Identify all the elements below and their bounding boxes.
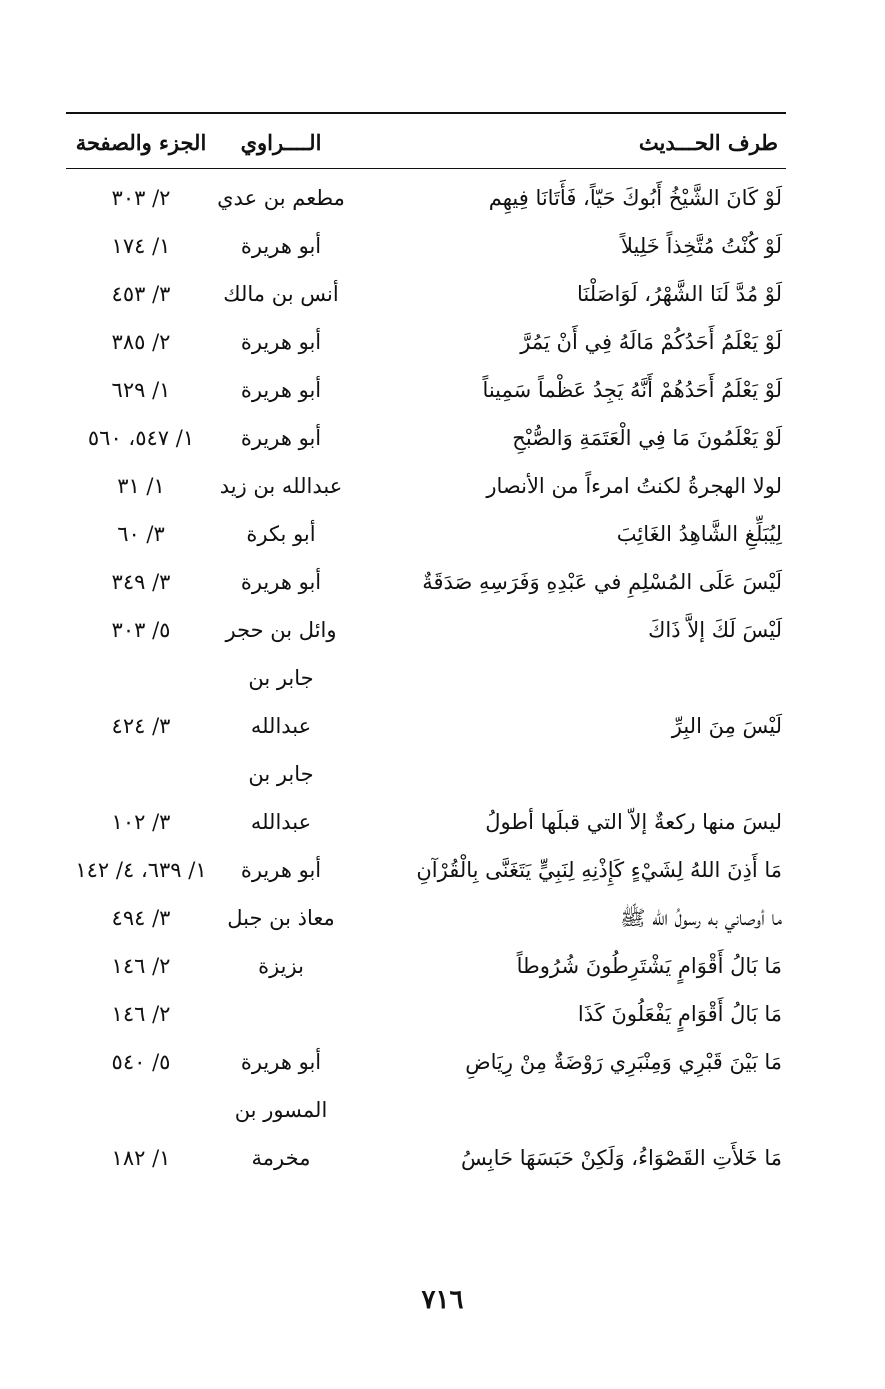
volume-page-ref: ٢/ ١٤٦ <box>111 1002 171 1026</box>
table-row <box>66 990 786 1038</box>
narrator-name: بزيزة <box>258 954 304 978</box>
hadith-text: لَوْ كَانَ الشَّيْخُ أَبُوكَ حَيّاً، فَأَتَانَا فِيهِم <box>488 186 782 210</box>
hadith-text: لَوْ مُدَّ لَنَا الشَّهْرُ، لَوَاصَلْنَا <box>577 282 782 306</box>
volume-page-ref: ٣/ ٦٠ <box>117 522 165 546</box>
hadith-text: لَوْ يَعْلَمُونَ مَا فِي الْعَتَمَةِ وَالصُّبْحِ <box>512 426 782 450</box>
table-row <box>66 510 786 558</box>
hadith-text: لَوْ يَعْلَمُ أَحَدُهُمْ أَنَّهُ يَجِدُ عَظْماً سَمِيناً <box>482 378 782 402</box>
page-number: ٧١٦ <box>421 1285 464 1315</box>
narrator-name: المسور بن مخرمة <box>234 1098 328 1170</box>
volume-page-ref: ٣/ ١٠٢ <box>111 810 171 834</box>
narrator-name: مطعم بن عدي <box>217 186 345 210</box>
table-row <box>66 606 786 654</box>
table-top-rule <box>66 112 786 114</box>
narrator-name: أبو هريرة <box>240 426 322 450</box>
volume-page-ref: ٥/ ٣٠٣ <box>111 618 171 642</box>
table-row <box>66 894 786 942</box>
narrator-name: أبو هريرة <box>240 330 322 354</box>
table-header <box>66 122 786 162</box>
volume-page-ref: ٣/ ٣٤٩ <box>111 570 171 594</box>
hadith-text: لَوْ كُنْتُ مُتَّخِذاً خَلِيلاً <box>620 234 782 258</box>
hadith-text: لَيْسَ مِنَ البِرِّ <box>671 714 782 738</box>
volume-page-ref: ٣/ ٤٥٣ <box>111 282 171 306</box>
narrator-name: أبو بكرة <box>246 522 316 546</box>
narrator-name: وائل بن حجر <box>225 618 337 642</box>
table-row <box>66 654 786 750</box>
hadith-text: ليسَ منها ركعةٌ إلاّ التي قبلَها أطولُ <box>485 810 782 834</box>
narrator-column-header: الــــراوي <box>240 129 322 155</box>
volume-page-ref: ١/ ٦٢٩ <box>111 378 171 402</box>
hadith-text: لولا الهجرةُ لكنتُ امرءاً من الأنصار <box>486 474 782 498</box>
narrator-name: أبو هريرة <box>240 858 322 882</box>
hadith-text: ما أوصاني به رسولُ الله ﷺ <box>620 906 782 930</box>
table-row <box>66 462 786 510</box>
hadith-text: لَيْسَ لَكَ إلاَّ ذَاكَ <box>648 618 782 642</box>
table-row <box>66 414 786 462</box>
volume-page-ref: ٢/ ٣٨٥ <box>111 330 171 354</box>
volume-page-ref: ١/ ٦٣٩، ٤/ ١٤٢ <box>75 858 207 882</box>
volume-page-ref: ٢/ ١٤٦ <box>111 954 171 978</box>
table-row <box>66 1086 786 1182</box>
narrator-name: معاذ بن جبل <box>227 906 335 930</box>
volume-page-ref: ٥/ ٥٤٠ <box>111 1050 171 1074</box>
volume-page-ref: ٢/ ٣٠٣ <box>111 186 171 210</box>
volume-page-ref: ١/ ٣١ <box>117 474 165 498</box>
narrator-name: عبدالله بن زيد <box>219 474 343 498</box>
table-row <box>66 942 786 990</box>
table-row <box>66 1038 786 1086</box>
volume-page-ref: ١/ ٥٤٧، ٥٦٠ <box>87 426 195 450</box>
header-bottom-rule <box>66 168 786 169</box>
volume-page-ref: ٣/ ٤٩٤ <box>111 906 171 930</box>
hadith-text: مَا بَالُ أَقْوَامٍ يَفْعَلُونَ كَذَا <box>577 1002 782 1026</box>
narrator-name: جابر بن عبدالله <box>248 762 314 834</box>
table-row <box>66 318 786 366</box>
table-row <box>66 846 786 894</box>
volume-page-ref: ٣/ ٤٢٤ <box>111 714 171 738</box>
hadith-text: لِيُبَلِّغِ الشَّاهِدُ الغَائِبَ <box>616 522 782 546</box>
narrator-name: جابر بن عبدالله <box>248 666 314 738</box>
hadith-text: مَا أَذِنَ اللهُ لِشَيْءٍ كَإِذْنِهِ لِنَبِيٍّ يَتَغَنَّى بِالْقُرْآنِ <box>416 858 782 882</box>
table-row <box>66 222 786 270</box>
narrator-name: أبو هريرة <box>240 1050 322 1074</box>
narrator-name: أنس بن مالك <box>223 282 339 306</box>
table-body <box>66 174 786 1182</box>
table-row <box>66 558 786 606</box>
hadith-text: لَيْسَ عَلَى المُسْلِمِ في عَبْدِهِ وَفَرَسِهِ صَدَقَةٌ <box>422 570 782 594</box>
volume-page-ref: ١/ ١٨٢ <box>111 1146 171 1170</box>
table-row <box>66 366 786 414</box>
hadith-text: مَا خَلأَتِ القَصْوَاءُ، وَلَكِنْ حَبَسَهَا حَابِسُ <box>461 1146 782 1170</box>
hadith-text: مَا بَالُ أَقْوَامٍ يَشْتَرِطُونَ شُرُوطاً <box>516 954 782 978</box>
narrator-name: أبو هريرة <box>240 570 322 594</box>
narrator-name: أبو هريرة <box>240 378 322 402</box>
table-row <box>66 750 786 846</box>
table-row <box>66 174 786 222</box>
hadith-column-header: طرف الحـــديث <box>638 129 778 155</box>
volume-page-column-header: الجزء والصفحة <box>75 129 207 155</box>
hadith-text: مَا بَيْنَ قَبْرِي وَمِنْبَرِي رَوْضَةٌ مِنْ رِيَاضِ <box>465 1050 782 1074</box>
hadith-text: لَوْ يَعْلَمُ أَحَدُكُمْ مَالَهُ فِي أَنْ يَمُرَّ <box>520 330 782 354</box>
volume-page-ref: ١/ ١٧٤ <box>111 234 171 258</box>
table-row <box>66 270 786 318</box>
narrator-name: أبو هريرة <box>240 234 322 258</box>
